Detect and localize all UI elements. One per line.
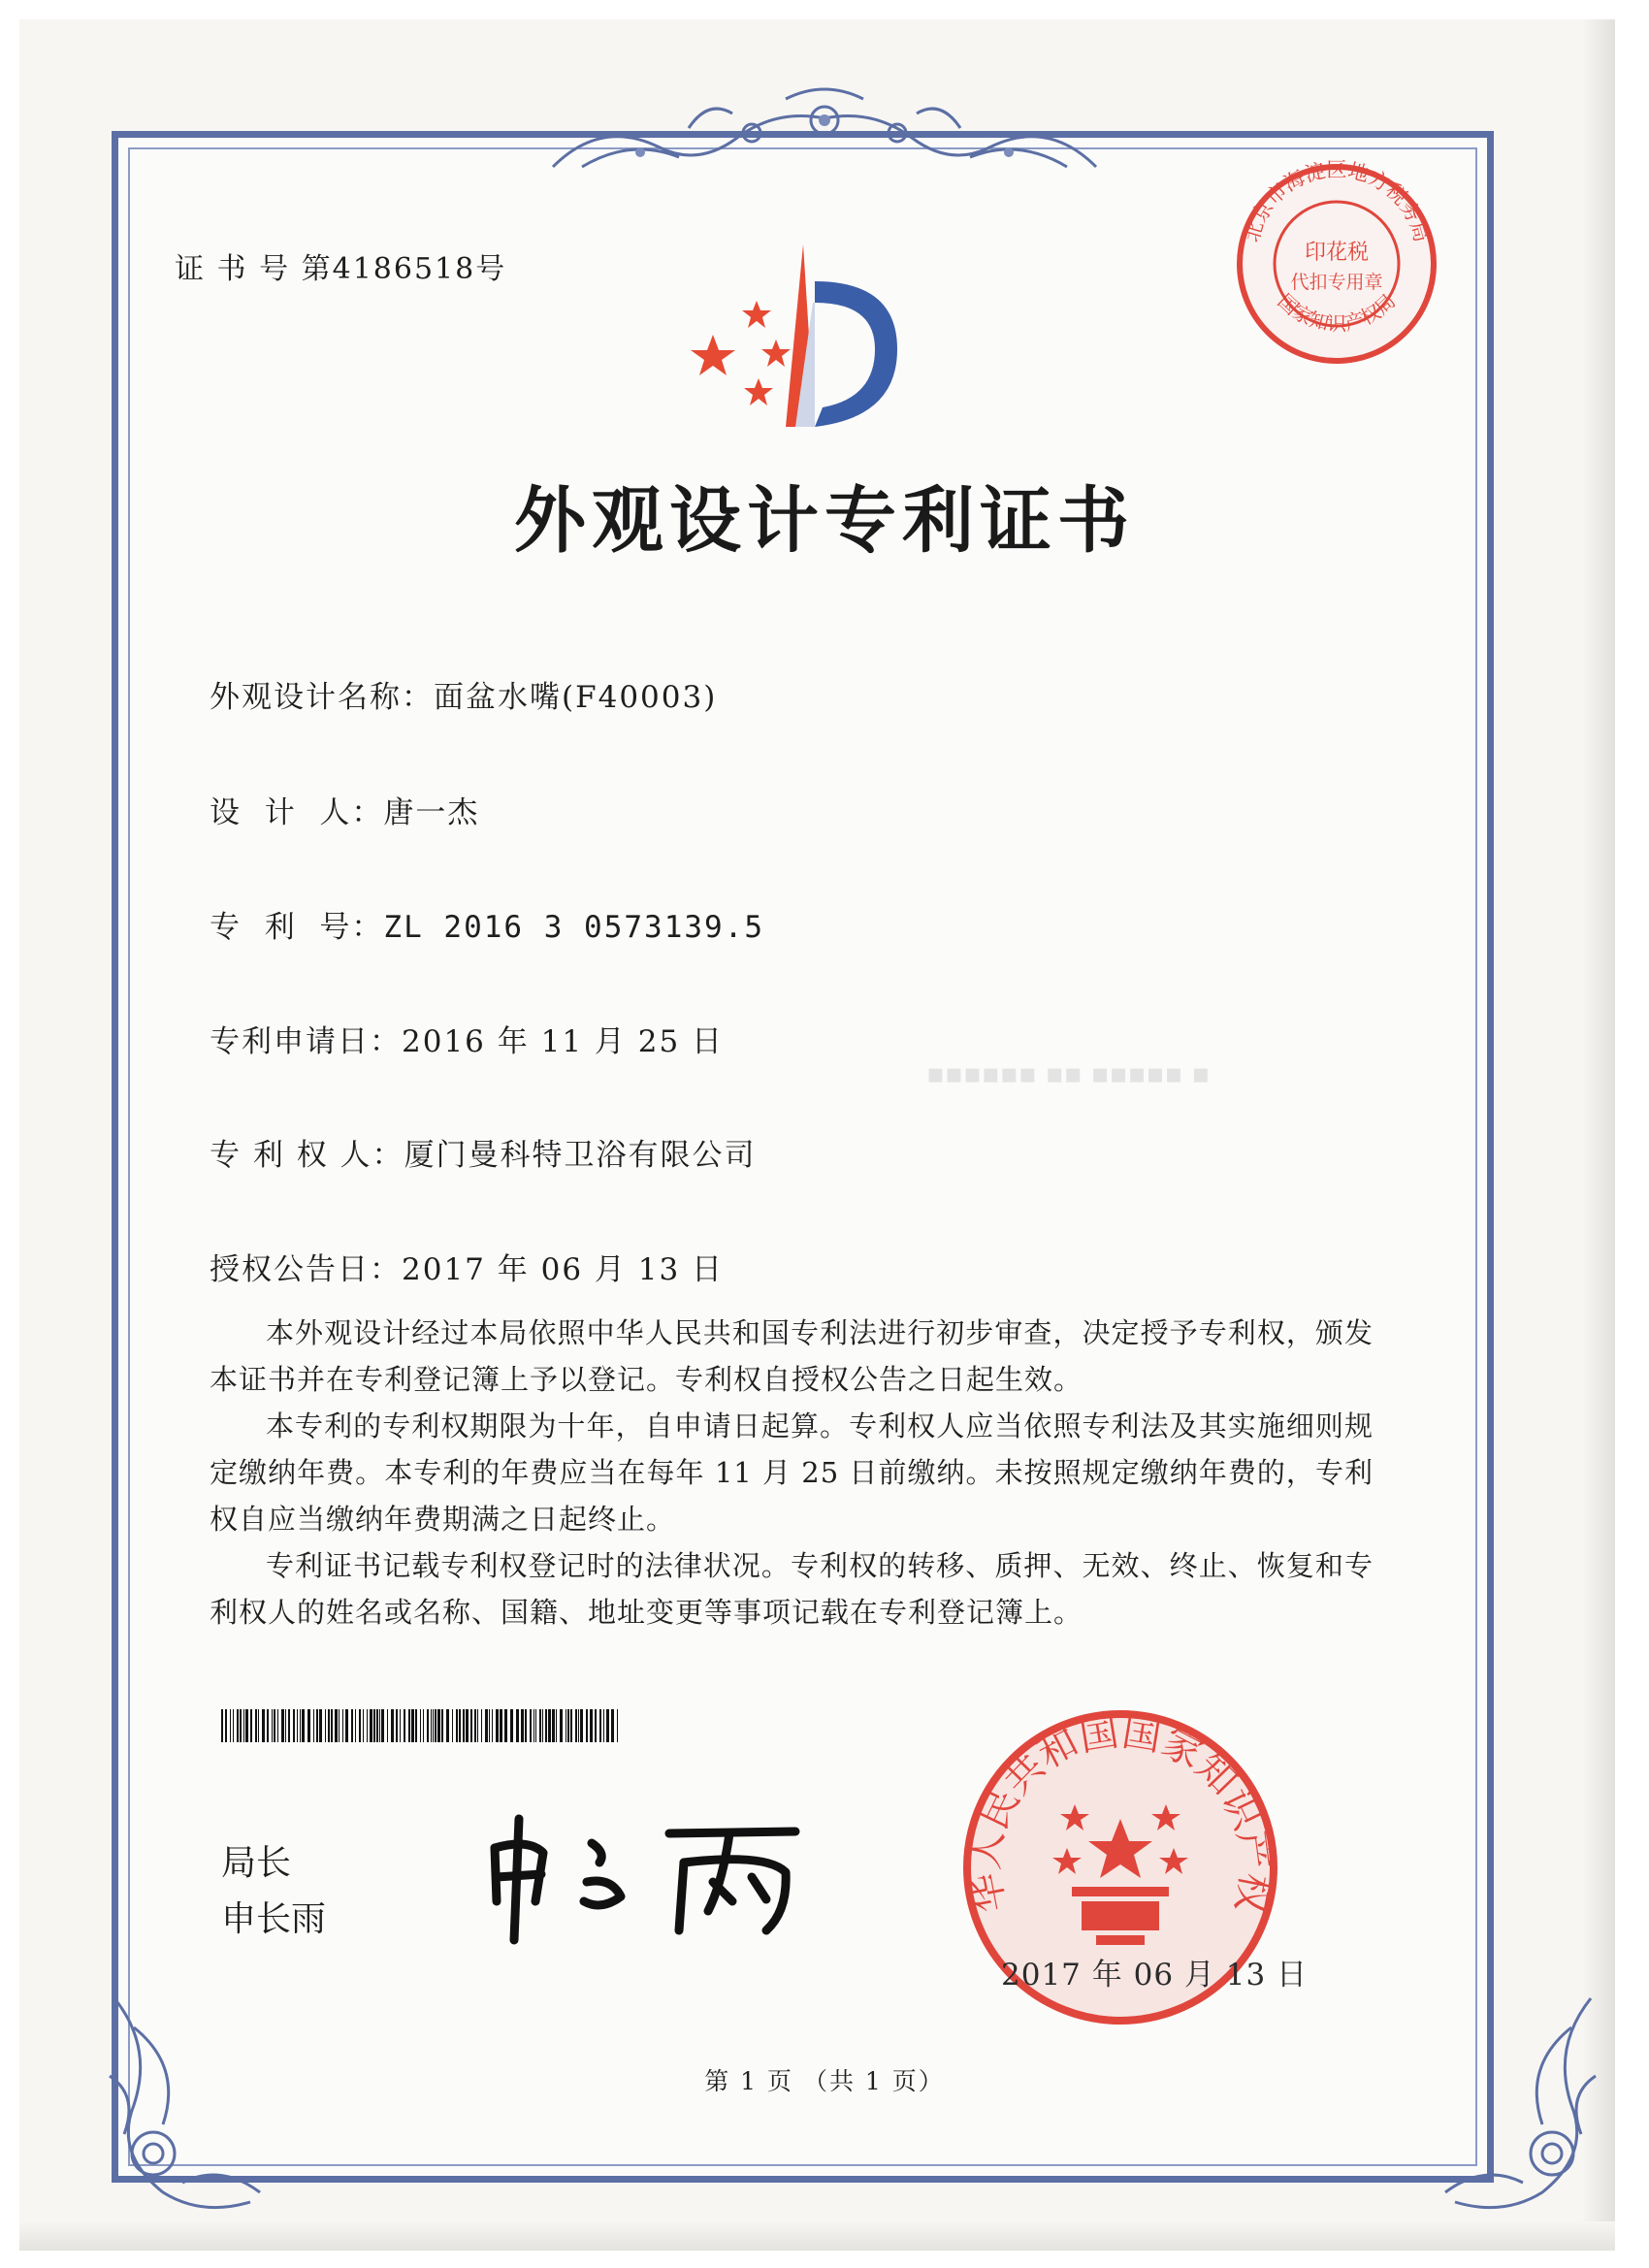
barcode-bar	[525, 1709, 527, 1742]
barcode-bar	[391, 1709, 394, 1742]
barcode-bar	[431, 1709, 432, 1742]
barcode-bar	[578, 1709, 579, 1742]
barcode-bar	[297, 1709, 298, 1742]
barcode-bar	[590, 1709, 593, 1742]
field-design-name	[210, 672, 717, 716]
barcode-bar	[570, 1709, 572, 1742]
barcode-bar	[575, 1709, 577, 1742]
barcode-bar	[230, 1709, 231, 1742]
director-title: 局长	[221, 1843, 292, 1883]
barcode-bar	[463, 1709, 465, 1742]
barcode-bar	[548, 1709, 551, 1742]
field-label: 外观设计名称：	[210, 680, 434, 715]
barcode-icon	[221, 1709, 621, 1742]
barcode-bar	[500, 1709, 502, 1742]
barcode-bar	[437, 1709, 440, 1742]
barcode-bar	[307, 1709, 310, 1742]
legal-paragraph: 本外观设计经过本局依照中华人民共和国专利法进行初步审查，决定授予专利权，颁发本证书并在专利登记簿上予以登记。专利权自授权公告之日起生效。	[210, 1316, 1374, 1396]
barcode-bar	[363, 1709, 364, 1742]
barcode-bar	[560, 1709, 563, 1742]
barcode-bar	[293, 1709, 295, 1742]
barcode-bar	[459, 1709, 461, 1742]
barcode-bar	[342, 1709, 343, 1742]
barcode-bar	[328, 1709, 330, 1742]
barcode-bar	[411, 1709, 414, 1742]
legal-paragraph: 本专利的专利权期限为十年，自申请日起算。专利权人应当依照专利法及其实施细则规定缴纳年费。本专利的年费应当在每年 11 月 25 日前缴纳。未按照规定缴纳年费的，专利权自应当缴纳年费期满之日起终止。	[210, 1409, 1374, 1536]
barcode-bar	[539, 1709, 541, 1742]
barcode-bar	[274, 1709, 275, 1742]
barcode-bar	[415, 1709, 417, 1742]
barcode-bar	[300, 1709, 301, 1742]
barcode-bar	[617, 1709, 618, 1742]
barcode-bar	[281, 1709, 284, 1742]
top-ornament	[543, 80, 1106, 186]
field-designer	[210, 788, 479, 831]
barcode-bar	[492, 1709, 493, 1742]
barcode-bar	[466, 1709, 469, 1742]
barcode-bar	[420, 1709, 421, 1742]
barcode-bar	[240, 1709, 242, 1742]
barcode-bar	[446, 1709, 449, 1742]
barcode-bar	[552, 1709, 555, 1742]
field-value: 2017 年 06 月 13 日	[402, 1252, 725, 1287]
barcode-bar	[404, 1709, 405, 1742]
barcode-bar	[542, 1709, 543, 1742]
barcode-bar	[400, 1709, 401, 1742]
barcode-bar	[441, 1709, 443, 1742]
barcode-bar	[510, 1709, 513, 1742]
barcode-bar	[521, 1709, 524, 1742]
tax-stamp-seal-icon	[1230, 157, 1443, 371]
barcode-bar	[427, 1709, 429, 1742]
barcode-bar	[335, 1709, 338, 1742]
barcode-bar	[535, 1709, 536, 1742]
barcode-bar	[225, 1709, 227, 1742]
barcode-bar	[370, 1709, 372, 1742]
barcode-bar	[606, 1709, 609, 1742]
legal-paragraph: 专利证书记载专利权登记时的法律状况。专利权的转移、质押、无效、终止、恢复和专利权人的姓名或名称、国籍、地址变更等事项记载在专利登记簿上。	[210, 1549, 1374, 1629]
page-number: 第 1 页 （共 1 页）	[704, 2067, 945, 2095]
barcode-bar	[611, 1709, 614, 1742]
seal-text: 华人民共和国国家知识产权	[962, 1709, 1278, 1917]
barcode-bar	[603, 1709, 604, 1742]
barcode-bar	[258, 1709, 259, 1742]
barcode-bar	[485, 1709, 488, 1742]
paper-edge-right	[1582, 19, 1615, 2251]
field-label: 设 计 人：	[210, 795, 384, 830]
barcode-bar	[586, 1709, 588, 1742]
barcode-bar	[435, 1709, 436, 1742]
seal-date: 2017 年 06 月 13 日	[1001, 1958, 1309, 1993]
barcode-bar	[255, 1709, 257, 1742]
field-application-date	[210, 1017, 724, 1060]
barcode-bar	[530, 1709, 532, 1742]
barcode-bar	[267, 1709, 269, 1742]
field-value: 唐一杰	[383, 795, 480, 830]
barcode-bar	[302, 1709, 305, 1742]
barcode-bar	[423, 1709, 424, 1742]
barcode-bar	[408, 1709, 410, 1742]
barcode-bar	[237, 1709, 239, 1742]
barcode-bar	[331, 1709, 333, 1742]
barcode-bar	[504, 1709, 507, 1742]
barcode-bar	[367, 1709, 368, 1742]
barcode-bar	[580, 1709, 583, 1742]
barcode-bar	[381, 1709, 384, 1742]
field-patent-number	[210, 902, 764, 946]
patent-office-emblem-icon	[669, 243, 922, 437]
tax-seal-inner-2: 代扣专用章	[1290, 272, 1383, 293]
barcode-bar	[272, 1709, 273, 1742]
field-label: 授权公告日：	[210, 1252, 402, 1287]
barcode-bar	[250, 1709, 252, 1742]
barcode-bar	[373, 1709, 375, 1742]
director-name: 申长雨	[221, 1899, 327, 1939]
barcode-bar	[325, 1709, 326, 1742]
paper-edge-bottom	[19, 2221, 1615, 2251]
bottom-right-ornament	[1397, 1989, 1610, 2221]
barcode-bar	[474, 1709, 476, 1742]
barcode-bar	[376, 1709, 378, 1742]
tax-seal-bottom-text: 国家知识产权局	[1273, 289, 1401, 336]
field-grant-date	[210, 1245, 724, 1288]
barcode-bar	[313, 1709, 314, 1742]
director-signature-icon	[475, 1804, 824, 1950]
barcode-bar	[339, 1709, 340, 1742]
barcode-bar	[221, 1709, 223, 1742]
barcode-bar	[456, 1709, 458, 1742]
tax-seal-inner-1: 印花税	[1304, 241, 1370, 265]
barcode-bar	[396, 1709, 398, 1742]
barcode-bar	[599, 1709, 601, 1742]
barcode-bar	[567, 1709, 569, 1742]
field-label: 专 利 权 人：	[210, 1138, 404, 1173]
barcode-bar	[496, 1709, 499, 1742]
bottom-left-ornament	[95, 1989, 308, 2221]
barcode-bar	[470, 1709, 472, 1742]
barcode-bar	[288, 1709, 290, 1742]
barcode-bar	[285, 1709, 286, 1742]
field-label: 专利申请日：	[210, 1024, 402, 1059]
barcode-bar	[277, 1709, 278, 1742]
barcode-bar	[477, 1709, 478, 1742]
barcode-bar	[245, 1709, 248, 1742]
barcode-bar	[351, 1709, 353, 1742]
barcode-bar	[452, 1709, 453, 1742]
barcode-bar	[556, 1709, 557, 1742]
barcode-bar	[481, 1709, 482, 1742]
barcode-bar	[233, 1709, 234, 1742]
field-value: ZL 2016 3 0573139.5	[383, 910, 765, 945]
barcode-bar	[316, 1709, 318, 1742]
barcode-bar	[262, 1709, 265, 1742]
barcode-bar	[489, 1709, 490, 1742]
barcode-bar	[319, 1709, 322, 1742]
barcode-bar	[516, 1709, 519, 1742]
barcode-bar	[387, 1709, 388, 1742]
field-label: 专 利 号：	[210, 910, 384, 945]
barcode-bar	[345, 1709, 348, 1742]
certificate-title: 外观设计专利证书	[514, 479, 1135, 563]
field-value: 面盆水嘴(F40003)	[434, 680, 718, 715]
field-value: 厦门曼科特卫浴有限公司	[404, 1138, 757, 1173]
barcode-bar	[243, 1709, 244, 1742]
tax-seal-outer-text: 北京市海淀区地方税务局	[1240, 157, 1434, 245]
barcode-bar	[355, 1709, 356, 1742]
barcode-bar	[379, 1709, 380, 1742]
field-value: 2016 年 11 月 25 日	[402, 1024, 725, 1059]
field-patentee	[210, 1130, 757, 1174]
barcode-bar	[433, 1709, 434, 1742]
legal-text	[210, 1310, 1374, 1636]
barcode-bar	[545, 1709, 547, 1742]
certificate-number: 证 书 号 第4186518号	[175, 252, 507, 286]
barcode-bar	[359, 1709, 361, 1742]
show-through-text: ▪▪▪▪▪▪ ▪▪ ▪▪▪▪▪ ▪	[926, 1057, 1211, 1089]
barcode-bar	[595, 1709, 597, 1742]
